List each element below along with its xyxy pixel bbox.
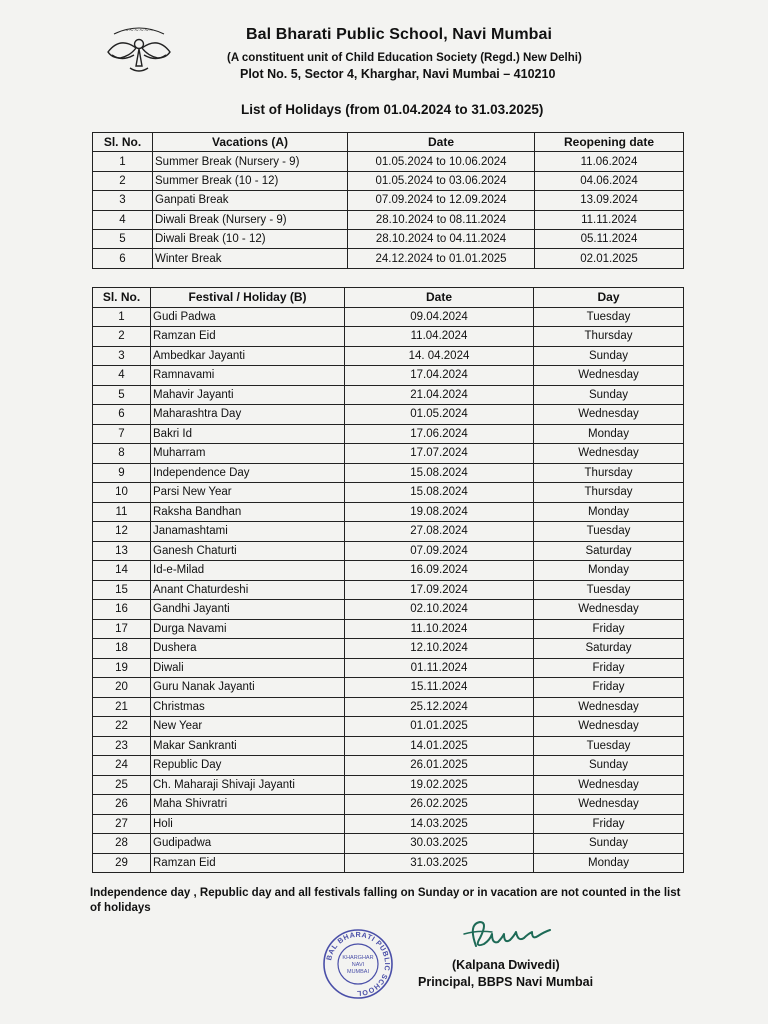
cell-name: Ramnavami: [151, 366, 345, 386]
table-row: [93, 717, 684, 737]
table-row: [93, 191, 684, 210]
cell-date: 07.09.2024: [345, 541, 534, 561]
table-row: [93, 522, 684, 542]
cell-name: Mahavir Jayanti: [151, 385, 345, 405]
stamp-ring-text: BAL BHARATI PUBLIC SCHOOL: [324, 929, 393, 999]
cell-date: 14. 04.2024: [345, 346, 534, 366]
table-row: [93, 307, 684, 327]
cell-no: 28: [93, 834, 151, 854]
column-header-vacations: Vacations (A): [153, 133, 348, 152]
cell-no: 15: [93, 580, 151, 600]
cell-name: Gandhi Jayanti: [151, 600, 345, 620]
table-row: [93, 366, 684, 386]
cell-no: 11: [93, 502, 151, 522]
cell-day: Wednesday: [534, 366, 684, 386]
festivals-table: [92, 287, 684, 873]
table-row: [93, 463, 684, 483]
school-affiliation: (A constituent unit of Child Education Society (Regd.) New Delhi): [227, 52, 582, 64]
table-row: [93, 561, 684, 581]
festivals-table-body: [93, 307, 684, 873]
cell-name: Ch. Maharaji Shivaji Jayanti: [151, 775, 345, 795]
cell-reopen: 11.11.2024: [535, 210, 684, 229]
table-row: [93, 229, 684, 248]
cell-name: Janamashtami: [151, 522, 345, 542]
cell-no: 7: [93, 424, 151, 444]
holiday-list-title: List of Holidays (from 01.04.2024 to 31.03.2025): [241, 102, 544, 117]
cell-date: 11.10.2024: [345, 619, 534, 639]
cell-day: Saturday: [534, 639, 684, 659]
cell-date: 26.02.2025: [345, 795, 534, 815]
column-header-festival-holiday: Festival / Holiday (B): [151, 288, 345, 308]
table-row: [93, 736, 684, 756]
cell-no: 5: [93, 229, 153, 248]
signatory-name: (Kalpana Dwivedi): [452, 958, 560, 972]
column-header-reopening-date: Reopening date: [535, 133, 684, 152]
cell-date: 21.04.2024: [345, 385, 534, 405]
cell-name: Durga Navami: [151, 619, 345, 639]
cell-no: 8: [93, 444, 151, 464]
cell-day: Wednesday: [534, 600, 684, 620]
table-row: [93, 814, 684, 834]
cell-no: 6: [93, 405, 151, 425]
cell-name: Anant Chaturdeshi: [151, 580, 345, 600]
column-header-sl-no: Sl. No.: [93, 133, 153, 152]
cell-date: 15.08.2024: [345, 483, 534, 503]
cell-date: 15.08.2024: [345, 463, 534, 483]
cell-date: 14.03.2025: [345, 814, 534, 834]
vacations-table-body: [93, 152, 684, 268]
cell-date: 01.01.2025: [345, 717, 534, 737]
cell-name: Ramzan Eid: [151, 327, 345, 347]
cell-date: 26.01.2025: [345, 756, 534, 776]
table-row: [93, 775, 684, 795]
table-row: [93, 210, 684, 229]
cell-date: 17.06.2024: [345, 424, 534, 444]
cell-no: 19: [93, 658, 151, 678]
stamp-center-line2: NAVI: [351, 962, 365, 968]
svg-text:~~~~~~: ~~~~~~: [123, 27, 155, 34]
table-row: [93, 678, 684, 698]
column-header-date: Date: [345, 288, 534, 308]
table-row: [93, 405, 684, 425]
cell-name: Makar Sankranti: [151, 736, 345, 756]
cell-no: 27: [93, 814, 151, 834]
cell-date: 16.09.2024: [345, 561, 534, 581]
cell-name: Winter Break: [153, 249, 348, 268]
cell-no: 10: [93, 483, 151, 503]
cell-date: 07.09.2024 to 12.09.2024: [348, 191, 535, 210]
school-emblem-icon: [100, 22, 178, 78]
cell-day: Sunday: [534, 834, 684, 854]
cell-name: Summer Break (10 - 12): [153, 171, 348, 190]
signatory-title: Principal, BBPS Navi Mumbai: [418, 975, 594, 989]
table-row: [93, 541, 684, 561]
cell-name: Maha Shivratri: [151, 795, 345, 815]
cell-name: Republic Day: [151, 756, 345, 776]
cell-date: 01.05.2024 to 10.06.2024: [348, 152, 535, 171]
cell-no: 3: [93, 191, 153, 210]
cell-day: Sunday: [534, 346, 684, 366]
cell-date: 28.10.2024 to 08.11.2024: [348, 210, 535, 229]
cell-date: 27.08.2024: [345, 522, 534, 542]
cell-reopen: 02.01.2025: [535, 249, 684, 268]
cell-reopen: 13.09.2024: [535, 191, 684, 210]
cell-no: 21: [93, 697, 151, 717]
cell-day: Saturday: [534, 541, 684, 561]
cell-name: Ganesh Chaturti: [151, 541, 345, 561]
cell-day: Monday: [534, 502, 684, 522]
cell-name: Parsi New Year: [151, 483, 345, 503]
table-row: [93, 834, 684, 854]
cell-no: 2: [93, 327, 151, 347]
cell-no: 3: [93, 346, 151, 366]
cell-no: 5: [93, 385, 151, 405]
table-row: [93, 327, 684, 347]
cell-no: 25: [93, 775, 151, 795]
cell-day: Tuesday: [534, 307, 684, 327]
cell-name: Guru Nanak Jayanti: [151, 678, 345, 698]
cell-date: 31.03.2025: [345, 853, 534, 873]
cell-day: Friday: [534, 658, 684, 678]
cell-day: Wednesday: [534, 697, 684, 717]
table-row: [93, 444, 684, 464]
cell-day: Wednesday: [534, 795, 684, 815]
cell-no: 26: [93, 795, 151, 815]
cell-name: Diwali Break (Nursery - 9): [153, 210, 348, 229]
school-name: Bal Bharati Public School, Navi Mumbai: [246, 26, 553, 43]
cell-no: 12: [93, 522, 151, 542]
cell-name: Diwali Break (10 - 12): [153, 229, 348, 248]
table-row: [93, 424, 684, 444]
cell-name: Dushera: [151, 639, 345, 659]
cell-date: 17.07.2024: [345, 444, 534, 464]
stamp-center-line3: MUMBAI: [347, 969, 369, 975]
cell-no: 14: [93, 561, 151, 581]
cell-name: Ramzan Eid: [151, 853, 345, 873]
table-row: [93, 853, 684, 873]
cell-day: Tuesday: [534, 580, 684, 600]
cell-no: 22: [93, 717, 151, 737]
cell-day: Thursday: [534, 327, 684, 347]
document-header: [0, 0, 768, 130]
cell-day: Tuesday: [534, 522, 684, 542]
cell-day: Wednesday: [534, 717, 684, 737]
vacations-table: [92, 132, 684, 269]
cell-name: Summer Break (Nursery - 9): [153, 152, 348, 171]
cell-day: Monday: [534, 853, 684, 873]
cell-date: 17.09.2024: [345, 580, 534, 600]
cell-date: 19.02.2025: [345, 775, 534, 795]
cell-date: 30.03.2025: [345, 834, 534, 854]
cell-no: 23: [93, 736, 151, 756]
cell-name: Raksha Bandhan: [151, 502, 345, 522]
cell-reopen: 11.06.2024: [535, 152, 684, 171]
cell-name: Maharashtra Day: [151, 405, 345, 425]
table-row: [93, 152, 684, 171]
cell-reopen: 04.06.2024: [535, 171, 684, 190]
cell-date: 12.10.2024: [345, 639, 534, 659]
vacations-header-row: [93, 133, 684, 152]
cell-date: 28.10.2024 to 04.11.2024: [348, 229, 535, 248]
table-row: [93, 756, 684, 776]
cell-day: Tuesday: [534, 736, 684, 756]
cell-no: 1: [93, 152, 153, 171]
cell-date: 17.04.2024: [345, 366, 534, 386]
cell-name: Id-e-Milad: [151, 561, 345, 581]
cell-no: 4: [93, 210, 153, 229]
cell-day: Friday: [534, 619, 684, 639]
cell-date: 09.04.2024: [345, 307, 534, 327]
cell-no: 18: [93, 639, 151, 659]
cell-date: 25.12.2024: [345, 697, 534, 717]
cell-no: 20: [93, 678, 151, 698]
cell-name: Ganpati Break: [153, 191, 348, 210]
cell-no: 29: [93, 853, 151, 873]
cell-name: Bakri Id: [151, 424, 345, 444]
festivals-header-row: [93, 288, 684, 308]
cell-no: 6: [93, 249, 153, 268]
cell-date: 15.11.2024: [345, 678, 534, 698]
table-row: [93, 385, 684, 405]
table-row: [93, 658, 684, 678]
cell-name: Holi: [151, 814, 345, 834]
column-header-date: Date: [348, 133, 535, 152]
handwritten-signature: [458, 916, 554, 956]
cell-date: 11.04.2024: [345, 327, 534, 347]
table-row: [93, 600, 684, 620]
cell-day: Wednesday: [534, 444, 684, 464]
cell-name: Diwali: [151, 658, 345, 678]
cell-date: 01.05.2024: [345, 405, 534, 425]
table-row: [93, 619, 684, 639]
cell-no: 13: [93, 541, 151, 561]
cell-day: Monday: [534, 424, 684, 444]
cell-name: Gudi Padwa: [151, 307, 345, 327]
table-row: [93, 697, 684, 717]
cell-date: 01.11.2024: [345, 658, 534, 678]
cell-day: Wednesday: [534, 775, 684, 795]
cell-no: 24: [93, 756, 151, 776]
cell-name: Independence Day: [151, 463, 345, 483]
table-row: [93, 483, 684, 503]
cell-date: 19.08.2024: [345, 502, 534, 522]
stamp-center-line1: KHARGHAR: [342, 955, 374, 961]
cell-name: New Year: [151, 717, 345, 737]
cell-day: Sunday: [534, 385, 684, 405]
table-row: [93, 639, 684, 659]
cell-day: Friday: [534, 678, 684, 698]
cell-name: Muharram: [151, 444, 345, 464]
table-row: [93, 580, 684, 600]
school-address: Plot No. 5, Sector 4, Kharghar, Navi Mumbai – 410210: [240, 67, 556, 81]
cell-day: Wednesday: [534, 405, 684, 425]
column-header-sl-no: Sl. No.: [93, 288, 151, 308]
column-header-day: Day: [534, 288, 684, 308]
cell-date: 02.10.2024: [345, 600, 534, 620]
cell-day: Friday: [534, 814, 684, 834]
cell-no: 4: [93, 366, 151, 386]
cell-no: 16: [93, 600, 151, 620]
cell-day: Monday: [534, 561, 684, 581]
cell-day: Thursday: [534, 463, 684, 483]
cell-day: Sunday: [534, 756, 684, 776]
cell-no: 9: [93, 463, 151, 483]
table-row: [93, 249, 684, 268]
cell-no: 17: [93, 619, 151, 639]
cell-no: 2: [93, 171, 153, 190]
table-row: [93, 502, 684, 522]
cell-name: Ambedkar Jayanti: [151, 346, 345, 366]
table-row: [93, 795, 684, 815]
cell-date: 01.05.2024 to 03.06.2024: [348, 171, 535, 190]
cell-date: 14.01.2025: [345, 736, 534, 756]
table-row: [93, 171, 684, 190]
cell-name: Christmas: [151, 697, 345, 717]
cell-no: 1: [93, 307, 151, 327]
table-row: [93, 346, 684, 366]
cell-date: 24.12.2024 to 01.01.2025: [348, 249, 535, 268]
cell-name: Gudipadwa: [151, 834, 345, 854]
holiday-note: Independence day , Republic day and all festivals falling on Sunday or in vacation are not counted in the list of holidays: [90, 887, 681, 914]
cell-reopen: 05.11.2024: [535, 229, 684, 248]
school-seal-stamp: [322, 928, 394, 1000]
cell-day: Thursday: [534, 483, 684, 503]
